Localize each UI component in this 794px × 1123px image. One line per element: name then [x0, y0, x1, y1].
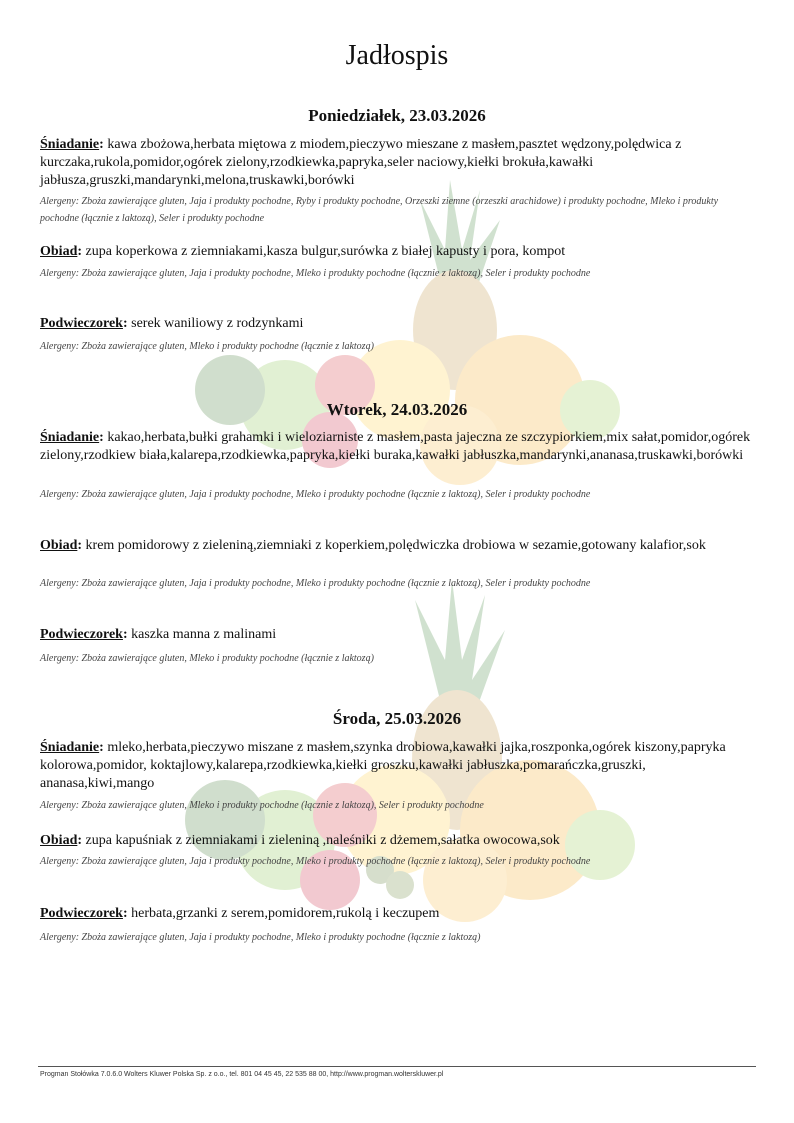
page-title: Jadłospis — [345, 40, 449, 71]
allergens-text: Alergeny: Zboża zawierające gluten, Mleko i produkty pochodne (łącznie z laktozą), Seler i produkty pochodne — [40, 800, 484, 811]
meal-items: zupa kapuśniak z ziemniakami i zieleniną ,naleśniki z dżemem,sałatka owocowa,sok — [85, 833, 560, 848]
allergens-text: Alergeny: Zboża zawierające gluten, Jaja i produkty pochodne, Mleko i produkty pochodne (łącznie z laktozą), Seler i produkty pochodne — [40, 578, 591, 589]
meal-items: krem pomidorowy z zieleniną,ziemniaki z koperkiem,polędwiczka drobiowa w sezamie,gotowany kalafior,sok — [85, 538, 706, 553]
meal-snack: Podwieczorek: herbata,grzanki z serem,pomidorem,rukolą i keczupem — [40, 906, 440, 921]
meal-items: serek waniliowy z rodzynkami — [131, 316, 304, 331]
meal-label: Obiad — [40, 833, 78, 848]
meal-lunch: Obiad: zupa koperkowa z ziemniakami,kasza bulgur,surówka z białej kapusty i pora, kompot — [40, 244, 566, 259]
allergens-text: Alergeny: Zboża zawierające gluten, Jaja i produkty pochodne, Mleko i produkty pochodne (łącznie z laktozą) — [40, 932, 481, 943]
meal-label: Podwieczorek — [40, 627, 123, 642]
meal-items: zupa koperkowa z ziemniakami,kasza bulgur,surówka z białej kapusty i pora, kompot — [85, 244, 566, 259]
meal-label: Śniadanie — [40, 430, 100, 445]
footer-divider — [38, 1066, 756, 1067]
meal-items: kawa zbożowa,herbata miętowa z miodem,pieczywo mieszane z masłem,pasztet wędzony,polędwica z kurczaka,rukola,pomidor,ogórek zielony,rzodkiewka,papryka,seler naciowy,kiełki brokuła,kawałki jabłusza,gruszki,mandarynki,melona,truskawki,borówki — [40, 137, 682, 188]
allergens-text: Alergeny: Zboża zawierające gluten, Jaja i produkty pochodne, Mleko i produkty pochodne (łącznie z laktozą), Seler i produkty pochodne — [40, 489, 591, 500]
meal-snack: Podwieczorek: kaszka manna z malinami — [40, 627, 277, 642]
meal-lunch: Obiad: krem pomidorowy z zieleniną,ziemniaki z koperkiem,polędwiczka drobiowa w sezamie,gotowany kalafior,sok — [40, 538, 706, 553]
meal-label: Śniadanie — [40, 137, 100, 152]
allergens-text: Alergeny: Zboża zawierające gluten, Jaja i produkty pochodne, Mleko i produkty pochodne (łącznie z laktozą), Seler i produkty pochodne — [40, 856, 591, 867]
footer-text: Progman Stołówka 7.0.6.0 Wolters Kluwer Polska Sp. z o.o., tel. 801 04 45 45, 22 535 88 00, http://www.progman.wolterskluwer.pl — [40, 1071, 444, 1078]
meal-breakfast: Śniadanie: mleko,herbata,pieczywo miszane z masłem,szynka drobiowa,kawałki jajka,roszponka,ogórek kiszony,papryka kolorowa,pomidor, koktajlowy,kalarepa,rzodkiewka,kiełki groszku,kawałki jabłuszka,pomarańczka,gruszki, ananasa,kiwi,mango — [40, 740, 726, 791]
meal-label: Podwieczorek — [40, 316, 123, 331]
meal-items: kakao,herbata,bułki grahamki i wieloziarniste z masłem,pasta jajeczna ze szczypiorkiem,mix sałat,pomidor,ogórek zielony,rzodkiew biała,kalarepa,rzodkiewka,papryka,kiełki buraka,kawałki jabłuszka,mandarynki,ananasa,truskawki,borówki — [40, 430, 751, 463]
meal-snack: Podwieczorek: serek waniliowy z rodzynkami — [40, 316, 304, 331]
meal-lunch: Obiad: zupa kapuśniak z ziemniakami i zieleniną ,naleśniki z dżemem,sałatka owocowa,sok — [40, 833, 560, 848]
meal-breakfast: Śniadanie: kawa zbożowa,herbata miętowa z miodem,pieczywo mieszane z masłem,pasztet wędzony,polędwica z kurczaka,rukola,pomidor,ogórek zielony,rzodkiewka,papryka,seler naciowy,kiełki brokuła,kawałki jabłusza,gruszki,mandarynki,melona,truskawki,borówki — [40, 137, 682, 188]
day-heading: Wtorek, 24.03.2026 — [326, 400, 468, 419]
allergens-text: Alergeny: Zboża zawierające gluten, Jaja i produkty pochodne, Ryby i produkty pochodne, Orzeszki ziemne (orzeszki arachidowe) i produkty pochodne, Mleko i produkty pochodne (łącznie z laktozą), Seler i produkty pochodne — [40, 196, 719, 224]
day-heading: Środa, 25.03.2026 — [332, 709, 462, 728]
meal-items: kaszka manna z malinami — [131, 627, 277, 642]
meal-items: mleko,herbata,pieczywo miszane z masłem,szynka drobiowa,kawałki jajka,roszponka,ogórek kiszony,papryka kolorowa,pomidor, koktajlowy,kalarepa,rzodkiewka,kiełki groszku,kawałki jabłuszka,pomarańczka,gruszki, ananasa,kiwi,mango — [40, 740, 726, 791]
meal-label: Podwieczorek — [40, 906, 123, 921]
meal-label: Obiad — [40, 538, 78, 553]
allergens-text: Alergeny: Zboża zawierające gluten, Jaja i produkty pochodne, Mleko i produkty pochodne (łącznie z laktozą), Seler i produkty pochodne — [40, 268, 591, 279]
meal-label: Śniadanie — [40, 740, 100, 755]
allergens-text: Alergeny: Zboża zawierające gluten, Mleko i produkty pochodne (łącznie z laktozą) — [40, 341, 374, 352]
meal-label: Obiad — [40, 244, 78, 259]
meal-items: herbata,grzanki z serem,pomidorem,rukolą i keczupem — [131, 906, 440, 921]
day-heading: Poniedziałek, 23.03.2026 — [308, 106, 486, 125]
allergens-text: Alergeny: Zboża zawierające gluten, Mleko i produkty pochodne (łącznie z laktozą) — [40, 653, 374, 664]
meal-breakfast: Śniadanie: kakao,herbata,bułki grahamki i wieloziarniste z masłem,pasta jajeczna ze szczypiorkiem,mix sałat,pomidor,ogórek zielony,rzodkiew biała,kalarepa,rzodkiewka,papryka,kiełki buraka,kawałki jabłuszka,mandarynki,ananasa,truskawki,borówki — [40, 430, 751, 463]
